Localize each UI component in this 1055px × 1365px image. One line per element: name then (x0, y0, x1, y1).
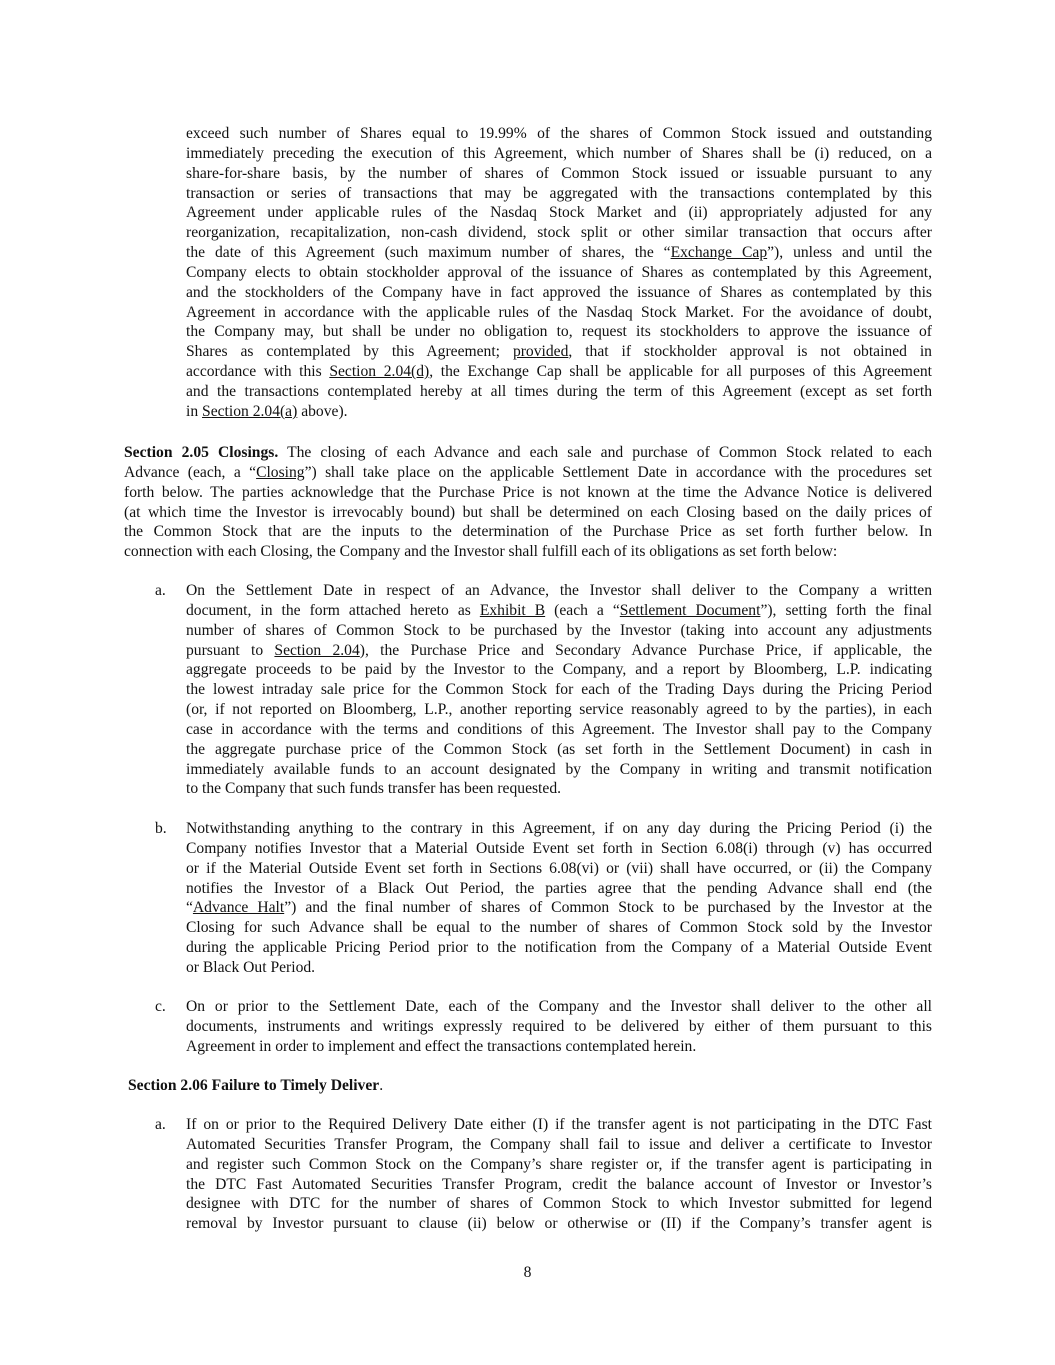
text-segment: immediately available funds to an account designated by the Company in writing and transmit notification (186, 760, 932, 778)
text-line (186, 203, 932, 223)
text-segment: ”), setting forth the final (760, 601, 932, 619)
text-segment: removal by Investor pursuant to clause (ii) below or otherwise or (II) if the Company’s transfer agent is (186, 1215, 932, 1233)
text-line (124, 443, 932, 463)
text-segment: ), the Purchase Price and Secondary Advance Purchase Price, if applicable, the (359, 641, 932, 659)
list-item-b-advance-halt (155, 819, 932, 978)
text-segment: the lowest intraday sale price for the Common Stock for each of the Trading Days during the Pricing Period (186, 681, 932, 699)
text-line (186, 164, 932, 184)
text-segment: the DTC Fast Automated Securities Transfer Program, credit the balance account of Investor or Investor’s (186, 1175, 932, 1193)
text-segment: to the Company that such funds transfer has been requested. (186, 780, 562, 798)
text-line (186, 700, 932, 720)
underlined-term: Section 2.04 (274, 641, 360, 659)
text-segment: forth below. The parties acknowledge that the Purchase Price is not known at the time the Advance Notice is delivered (124, 483, 932, 501)
text-line (186, 581, 932, 601)
text-line (124, 542, 932, 562)
text-segment: Agreement under applicable rules of the Nasdaq Stock Market and (ii) appropriately adjusted for any (186, 204, 932, 222)
text-segment: Agreement in accordance with the applicable rules of the Nasdaq Stock Market. For the avoidance of doubt, (186, 303, 932, 321)
text-segment: ”) and the final number of shares of Common Stock to be purchased by the Investor at the (284, 899, 932, 917)
text-segment: reorganization, recapitalization, non-cash dividend, stock split or other similar transaction that occurs after (186, 224, 932, 242)
text-line (186, 124, 932, 144)
text-segment: and the stockholders of the Company have in fact approved the issuance of Shares as contemplated by this (186, 283, 932, 301)
text-segment: (or, if not reported on Bloomberg, L.P., another reporting service reasonably agreed to by the parties), in each (186, 701, 932, 719)
text-segment: , the Exchange Cap shall be applicable for all purposes of this Agreement (429, 363, 932, 381)
text-line (186, 601, 932, 621)
text-line (124, 522, 932, 542)
underlined-term: Section 2.04(d) (329, 363, 430, 381)
text-line (186, 144, 932, 164)
text-line (186, 1194, 932, 1214)
text-segment: , that if stockholder approval is not obtained in (568, 343, 932, 361)
text-segment: in (186, 402, 203, 420)
text-line (186, 402, 932, 422)
text-line (186, 879, 932, 899)
list-item-a-settlement-document (155, 581, 932, 799)
text-segment: document, in the form attached hereto as (186, 601, 480, 619)
text-segment: the date of this Agreement (such maximum number of shares, the “ (186, 244, 671, 262)
text-segment: exceed such number of Shares equal to 19.99% of the shares of Common Stock issued and outstanding (186, 125, 932, 142)
text-line (186, 819, 932, 839)
text-line (186, 938, 932, 958)
text-segment: pursuant to (186, 641, 275, 659)
text-line (186, 958, 932, 978)
underlined-term: Exhibit B (479, 601, 546, 619)
text-line (186, 720, 932, 740)
underlined-term: Exchange Cap (670, 244, 768, 262)
text-segment: Closing for such Advance shall be equal to the number of shares of Common Stock sold by the Investor (186, 919, 932, 937)
text-line (186, 283, 932, 303)
underlined-term: Closing (256, 463, 305, 481)
text-line (186, 1017, 932, 1037)
text-line (186, 1115, 932, 1135)
text-segment: notifies the Investor of a Black Out Period, the parties agree that the pending Advance shall end (the (186, 879, 932, 897)
text-segment: during the applicable Pricing Period prior to the notification from the Company of a Material Outside Event (186, 939, 932, 957)
text-line (186, 760, 932, 780)
section-2-06-heading (128, 1076, 383, 1096)
text-line (186, 660, 932, 680)
text-line (186, 322, 932, 342)
text-segment: “ (186, 899, 193, 917)
list-marker: b. (155, 820, 167, 837)
text-line (186, 918, 932, 938)
text-segment: On or prior to the Settlement Date, each of the Company and the Investor shall deliver to the other all (186, 998, 932, 1015)
list-marker: a. (155, 582, 166, 599)
text-line (186, 382, 932, 402)
text-segment: and register such Common Stock on the Company’s share register or, if the transfer agent is participating in (186, 1155, 932, 1173)
text-line (124, 463, 932, 483)
text-line (186, 223, 932, 243)
underlined-term: Section 2.04(a) (202, 402, 298, 420)
text-segment: On the Settlement Date in respect of an Advance, the Investor shall deliver to the Company a written (186, 582, 932, 599)
text-segment: share-for-share basis, by the number of shares of Common Stock issued or issuable pursuant to any (186, 164, 932, 182)
text-line (186, 342, 932, 362)
text-segment: The closing of each Advance and each sale and purchase of Common Stock related to each (278, 444, 933, 461)
underlined-term: Advance Halt (192, 899, 285, 917)
text-line (186, 997, 932, 1017)
text-segment: the Common Stock that are the inputs to the determination of the Purchase Price as set forth further below. In (124, 523, 932, 541)
text-line (186, 839, 932, 859)
text-segment: immediately preceding the execution of this Agreement, which number of Shares shall be (i) reduced, on a (186, 144, 932, 162)
text-segment: the Company may, but shall be under no obligation to, request its stockholders to approve the issuance of (186, 323, 932, 341)
text-line (124, 483, 932, 503)
text-segment: accordance with this (186, 363, 330, 381)
text-line (186, 1155, 932, 1175)
text-line (186, 362, 932, 382)
paragraph-exchange-cap (186, 124, 932, 422)
text-segment: or Black Out Period. (186, 958, 316, 976)
text-segment: above). (297, 402, 348, 420)
page-number: 8 (523, 1264, 532, 1281)
text-segment: the aggregate purchase price of the Common Stock (as set forth in the Settlement Document) in cash in (186, 740, 932, 758)
list-marker: c. (155, 998, 166, 1015)
text-segment: Company elects to obtain stockholder approval of the issuance of Shares as contemplated by this Agreement, (186, 263, 932, 281)
text-segment: (at which time the Investor is irrevocably bound) but shall be determined on each Closing based on the daily prices of (124, 503, 932, 521)
list-item-a-failure-to-deliver (155, 1115, 932, 1234)
text-line (186, 243, 932, 263)
list-item-c-deliverables (155, 997, 932, 1057)
text-line (186, 1135, 932, 1155)
text-segment: (each a “ (545, 601, 620, 619)
text-segment: number of shares of Common Stock to be purchased by the Investor (taking into account any adjustments (186, 621, 932, 639)
text-line (124, 503, 932, 523)
text-line (186, 641, 932, 661)
text-segment: aggregate proceeds to be paid by the Investor to the Company, and a report by Bloomberg, L.P. indicating (186, 661, 932, 679)
text-line (186, 621, 932, 641)
text-segment: Agreement in order to implement and effect the transactions contemplated herein. (186, 1037, 697, 1055)
text-line (186, 263, 932, 283)
text-segment: or if the Material Outside Event set forth in Sections 6.08(vi) or (vii) shall have occurred, or (ii) the Company (186, 859, 932, 877)
text-line (186, 1175, 932, 1195)
text-line (186, 1037, 932, 1057)
bold-heading: Section 2.06 Failure to Timely Deliver (128, 1077, 380, 1094)
text-segment: connection with each Closing, the Company and the Investor shall fulfill each of its obligations as set forth below: (124, 543, 838, 561)
bold-heading: Section 2.05 Closings. (124, 444, 279, 461)
text-segment: Notwithstanding anything to the contrary in this Agreement, if on any day during the Pricing Period (i) the (186, 820, 932, 837)
text-segment: . (379, 1077, 384, 1094)
underlined-term: provided (512, 343, 569, 361)
text-line (186, 1214, 932, 1234)
text-line (128, 1076, 383, 1096)
text-segment: documents, instruments and writings expressly required to be delivered by either of them pursuant to this (186, 1017, 932, 1035)
text-segment: Advance (each, a “ (124, 463, 257, 481)
text-segment: Automated Securities Transfer Program, the Company shall fail to issue and deliver a certificate to Investor (186, 1135, 932, 1153)
text-line (186, 859, 932, 879)
text-segment: transaction or series of transactions that may be aggregated with the transactions contemplated by this (186, 184, 932, 202)
list-marker: a. (155, 1116, 166, 1133)
section-2-05-closings (124, 443, 932, 562)
text-line (186, 779, 932, 799)
text-segment: designee with DTC for the number of shares of Common Stock to which Investor submitted for legend (186, 1195, 932, 1213)
text-segment: Company notifies Investor that a Material Outside Event set forth in Section 6.08(i) through (v) has occurred (186, 839, 932, 857)
text-segment: If on or prior to the Required Delivery Date either (I) if the transfer agent is not participating in the DTC Fast (186, 1116, 932, 1133)
text-segment: ”), unless and until the (767, 244, 932, 262)
underlined-term: Settlement Document (619, 601, 761, 619)
text-segment: ”) shall take place on the applicable Settlement Date in accordance with the procedures set (304, 463, 932, 481)
text-line (186, 680, 932, 700)
text-segment: case in accordance with the terms and conditions of this Agreement. The Investor shall pay to the Company (186, 720, 932, 738)
text-segment: and the transactions contemplated hereby at all times during the term of this Agreement (except as set forth (186, 382, 932, 400)
text-segment: Shares as contemplated by this Agreement; (186, 343, 513, 361)
text-line (186, 898, 932, 918)
text-line (186, 184, 932, 204)
text-line (186, 740, 932, 760)
text-line (186, 303, 932, 323)
